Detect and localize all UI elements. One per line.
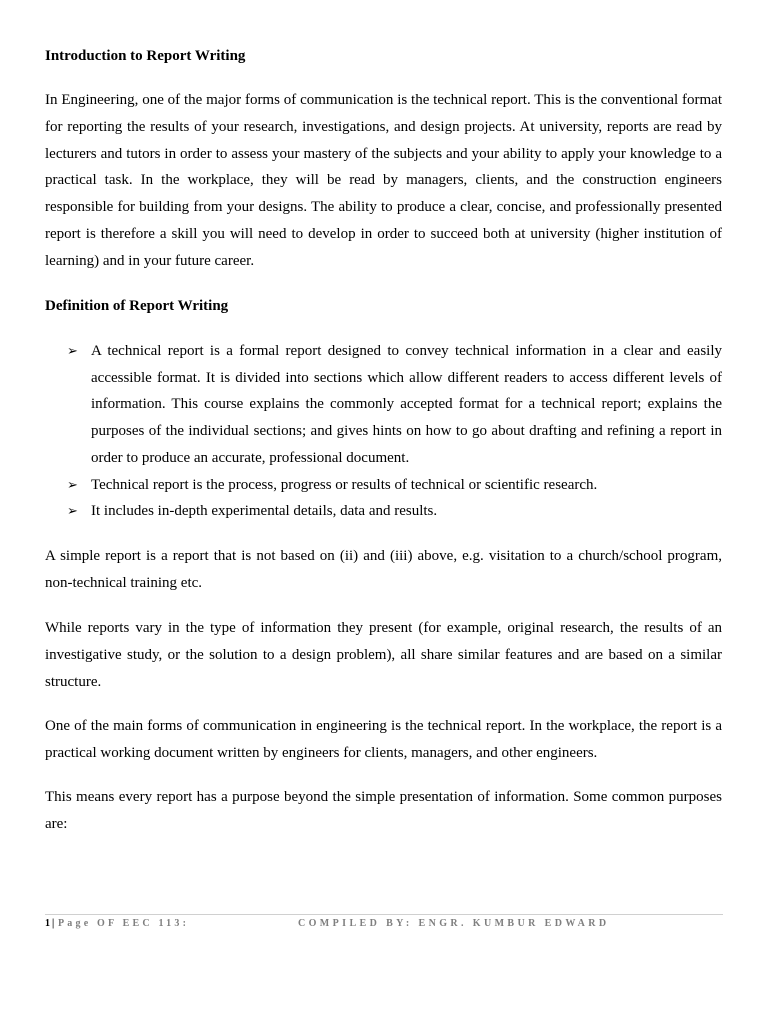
communication-paragraph: One of the main forms of communication in engineering is the technical report. In the workplace, the report is a practical working document written by engineers for clients, managers, and other engineers. bbox=[45, 718, 722, 761]
definition-bullet-list bbox=[45, 338, 722, 525]
arrow-bullet-icon: ➢ bbox=[67, 343, 78, 358]
arrow-bullet-icon: ➢ bbox=[67, 476, 78, 492]
bullet-text: Technical report is the process, progress or results of technical or scientific research. bbox=[91, 476, 598, 493]
footer-divider bbox=[45, 914, 723, 915]
list-item bbox=[45, 498, 722, 525]
page-number: 1 bbox=[45, 918, 50, 929]
section-heading-introduction: Introduction to Report Writing bbox=[45, 48, 246, 64]
arrow-bullet-icon: ➢ bbox=[67, 503, 78, 519]
footer-page-label: Page OF EEC 113: bbox=[58, 918, 190, 929]
introduction-paragraph: In Engineering, one of the major forms of communication is the technical report. This is the conventional format for reporting the results of your research, investigations, and design projects. At university, reports are read by lecturers and tutors in order to assess your mastery of the subjects and your ability to apply your knowledge to a practical task. In the workplace, they will be read by managers, clients, and the construction engineers responsible for building from your designs. The ability to produce a clear, concise, and professionally presented report is therefore a skill you will need to develop in order to succeed both at university (higher institution of learning) and in your future career. bbox=[45, 92, 722, 269]
list-item bbox=[45, 472, 722, 499]
footer-separator: | bbox=[52, 918, 55, 929]
page-footer bbox=[45, 917, 723, 931]
footer-compiled-by: COMPILED BY: ENGR. KUMBUR EDWARD bbox=[298, 918, 610, 929]
bullet-text: A technical report is a formal report designed to convey technical information in a clear and easily accessible format. It is divided into sections which allow different readers to access different levels of information. This course explains the commonly accepted format for a technical report; explains the purposes of the individual sections; and gives hints on how to go about drafting and refining a report in order to produce an accurate, professional document. bbox=[91, 343, 722, 466]
simple-report-paragraph: A simple report is a report that is not based on (ii) and (iii) above, e.g. visitation to a church/school program, non-technical training etc. bbox=[45, 548, 722, 591]
purpose-paragraph: This means every report has a purpose beyond the simple presentation of information. Some common purposes are: bbox=[45, 789, 722, 832]
list-item bbox=[45, 338, 722, 472]
report-variety-paragraph: While reports vary in the type of information they present (for example, original research, the results of an investigative study, or the solution to a design problem), all share similar features and are based on a similar structure. bbox=[45, 620, 722, 690]
bullet-text: It includes in-depth experimental details, data and results. bbox=[91, 503, 438, 520]
section-heading-definition: Definition of Report Writing bbox=[45, 298, 229, 314]
